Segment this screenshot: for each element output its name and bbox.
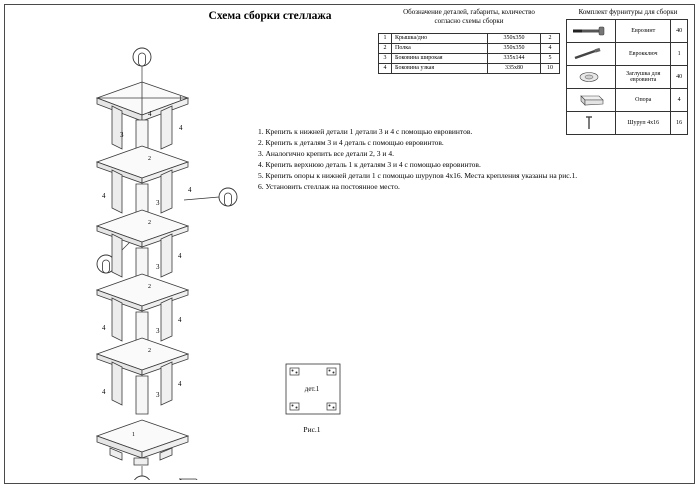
svg-text:4: 4 [178,380,182,388]
fittings-table-heading: Комплект фурнитуры для сборки [578,8,678,16]
table-row [379,54,560,64]
part-size: 335х144 [488,54,541,64]
fitting-name: Еврокключ [616,43,671,66]
svg-text:4: 4 [102,192,106,200]
table-row [567,66,688,89]
part-size: 335х80 [488,64,541,74]
parts-table-heading [378,8,560,25]
svg-text:1: 1 [132,432,135,438]
svg-text:4: 4 [188,186,192,194]
cap-icon [567,66,616,89]
svg-text:3: 3 [156,327,160,335]
callout-marker-right [184,188,237,206]
instruction-step: 5. Крепить опоры к нижней детали 1 с помощью шурупов 4х16. Места крепления указаны на рис.1. [258,171,578,180]
part-name: Боковина узкая [392,64,488,74]
part-qty: 2 [541,34,560,44]
part-number: 3 [379,54,392,64]
part-number: 2 [379,44,392,54]
part-name: Боковина широкая [392,54,488,64]
fitting-qty: 16 [671,112,688,135]
instruction-step: 6. Установить стеллаж на постоянное место. [258,182,400,191]
svg-text:2: 2 [148,156,151,162]
support-icon [567,89,616,112]
fitting-name: Шуруп 4х16 [616,112,671,135]
fitting-qty: 4 [671,89,688,112]
table-row [379,34,560,44]
svg-text:4: 4 [178,252,182,260]
part-number: 4 [379,64,392,74]
page-title: Схема сборки стеллажа [208,10,332,22]
parts-table-heading-line1: Обозначение деталей, габариты, количество [403,8,535,16]
svg-text:2: 2 [148,220,151,226]
part-qty: 10 [541,64,560,74]
svg-text:4: 4 [102,388,106,396]
part-name: Крышка/дно [392,34,488,44]
svg-text:4: 4 [148,110,152,118]
svg-text:3: 3 [120,131,124,139]
svg-text:4: 4 [178,316,182,324]
table-row [567,20,688,43]
parts-table [378,33,560,74]
svg-text:2: 2 [148,284,151,290]
table-row [379,44,560,54]
table-row [567,43,688,66]
svg-text:2: 2 [148,348,151,354]
instruction-step: 1. Крепить к нижней детали 1 детали 3 и 4 с помощью евровинтов. [258,127,473,136]
instruction-step: 2. Крепить к деталям 3 и 4 деталь с помощью евровинтов. [258,138,444,147]
part-size: 350х350 [488,34,541,44]
callout-marker-top [133,48,151,82]
svg-text:1: 1 [179,96,182,102]
table-row [379,64,560,74]
fitting-name: Еврозинт [616,20,671,43]
svg-text:3: 3 [156,263,160,271]
fitting-qty: 40 [671,66,688,89]
table-row [567,89,688,112]
screw-icon [567,20,616,43]
assembly-exploded-view [60,20,250,480]
instruction-step: 3. Аналогично крепить все детали 2, 3 и 4. [258,149,394,158]
part-name: Полка [392,44,488,54]
instruction-step: 4. Крепить верхнюю деталь 1 к деталям 3 и 4 с помощью евровинтов. [258,160,481,169]
key-icon [567,43,616,66]
fitting-name: Заглушка для евровинта [616,66,671,89]
part-qty: 4 [541,44,560,54]
svg-text:4: 4 [179,124,183,132]
parts-table-heading-line2: согласно схемы сборки [434,16,504,25]
svg-text:3: 3 [156,199,160,207]
figure-1-caption: Рис.1 [303,425,321,434]
figure-1-part-label: дет.1 [304,385,320,393]
fitting-qty: 1 [671,43,688,66]
part-number: 1 [379,34,392,44]
fitting-qty: 40 [671,20,688,43]
instructions-list [258,126,588,192]
callout-marker-bottom [133,466,151,480]
svg-text:4: 4 [102,324,106,332]
fitting-name: Опора [616,89,671,112]
svg-text:3: 3 [156,391,160,399]
fittings-table [566,19,688,135]
part-size: 350х350 [488,44,541,54]
part-qty: 5 [541,54,560,64]
support-detail-icon [180,479,200,480]
